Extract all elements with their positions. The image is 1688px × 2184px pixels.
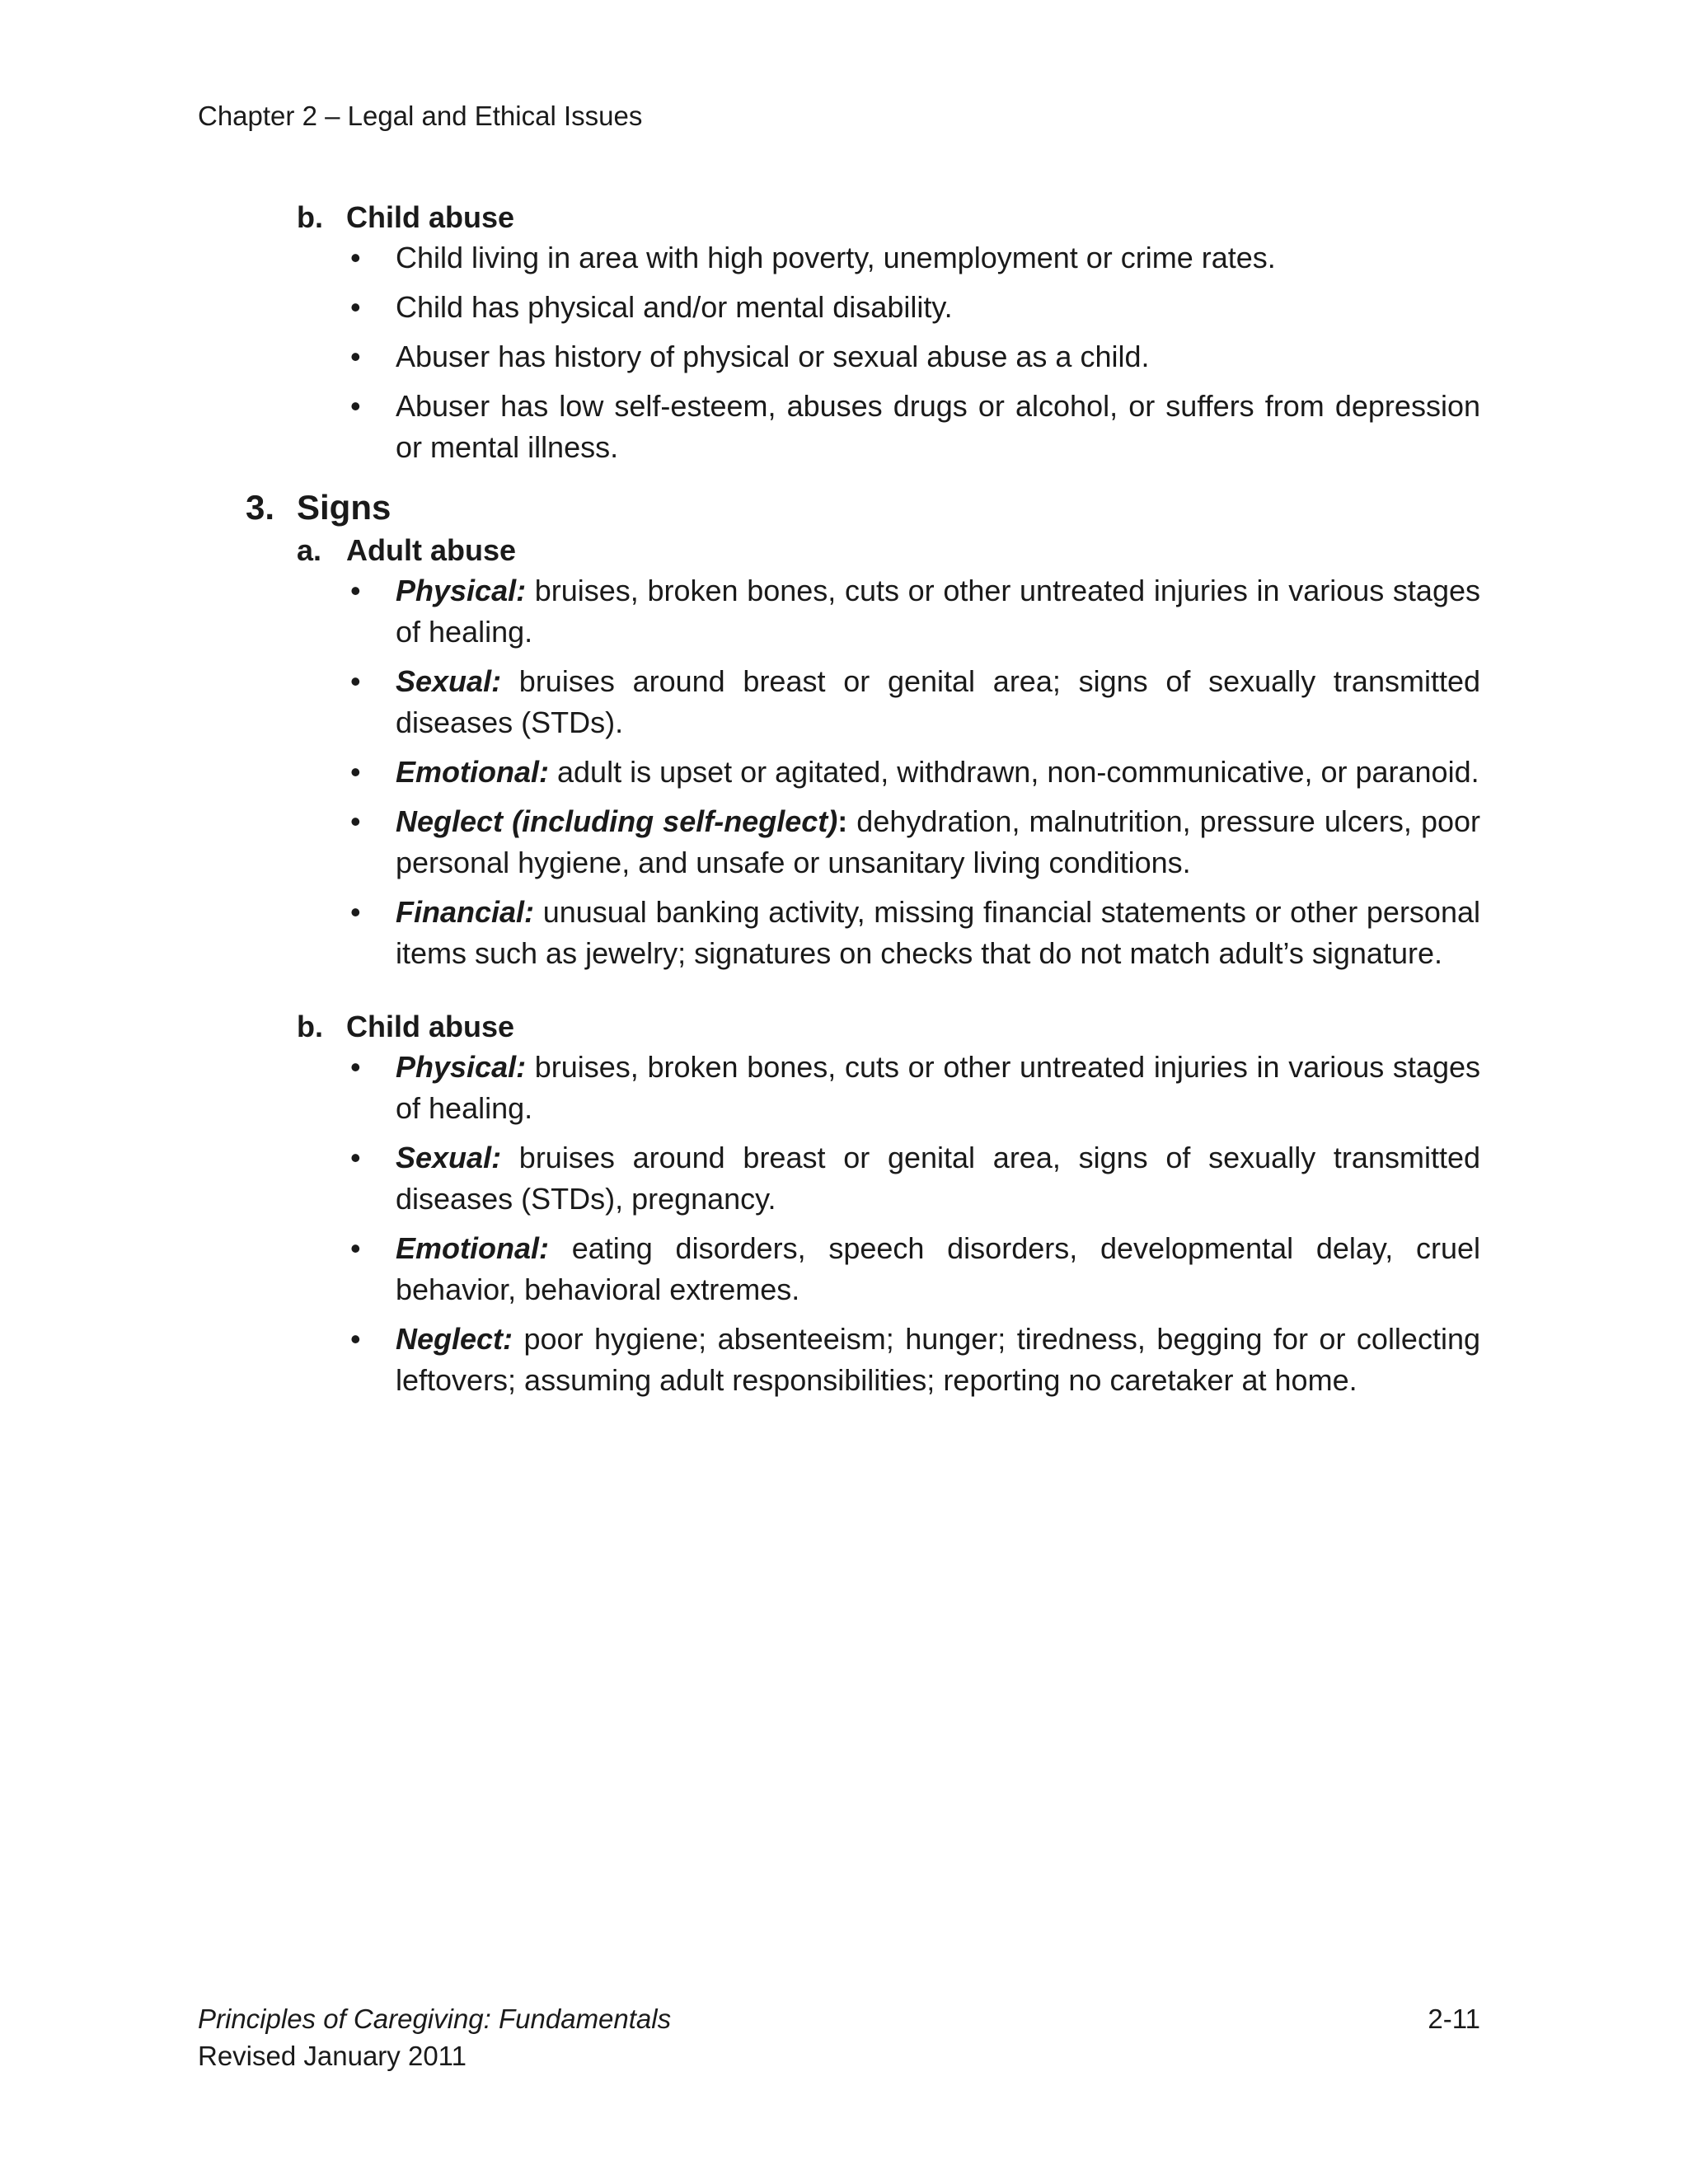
list-item: • Emotional: adult is upset or agitated, withdrawn, non-communicative, or paranoid.	[396, 752, 1480, 793]
list-marker: a.	[297, 533, 322, 567]
bullet-icon: •	[350, 664, 361, 698]
signs-heading	[246, 485, 1688, 531]
list-marker: b.	[297, 1010, 323, 1043]
subsection-title: Adult abuse	[346, 533, 517, 567]
section-title: Signs	[297, 488, 392, 527]
bullet-icon: •	[350, 574, 361, 607]
adult-abuse-heading	[297, 531, 1688, 570]
list-item: • Neglect (including self-neglect): dehydration, malnutrition, pressure ulcers, poor personal hygiene, and unsafe or unsanitary living conditions.	[396, 801, 1480, 883]
bullet-icon: •	[350, 804, 361, 838]
list-item: • Physical: bruises, broken bones, cuts or other untreated injuries in various stages of healing.	[396, 570, 1480, 653]
footer-revised-date: Revised January 2011	[198, 2041, 467, 2071]
risk-child-list	[0, 237, 1688, 468]
list-marker: b.	[297, 200, 323, 234]
list-item: • Emotional: eating disorders, speech disorders, developmental delay, cruel behavior, behavioral extremes.	[396, 1228, 1480, 1310]
footer-book-title: Principles of Caregiving: Fundamentals	[198, 2004, 672, 2034]
list-item: • Abuser has low self-esteem, abuses drugs or alcohol, or suffers from depression or mental illness.	[396, 386, 1480, 468]
bullet-icon: •	[350, 290, 361, 324]
list-item: • Abuser has history of physical or sexual abuse as a child.	[396, 336, 1480, 377]
subsection-title: Child abuse	[346, 1010, 515, 1043]
adult-abuse-list	[0, 570, 1688, 974]
list-item: • Financial: unusual banking activity, missing financial statements or other personal items such as jewelry; signatures on checks that do not match adult’s signature.	[396, 892, 1480, 974]
running-header: Chapter 2 – Legal and Ethical Issues	[198, 101, 643, 131]
bullet-icon: •	[350, 389, 361, 423]
list-item: • Neglect: poor hygiene; absenteeism; hunger; tiredness, begging for or collecting leftovers; assuming adult responsibilities; reporting no caretaker at home.	[396, 1319, 1480, 1401]
bullet-icon: •	[350, 1141, 361, 1174]
bullet-icon: •	[350, 1231, 361, 1265]
list-item: • Sexual: bruises around breast or genital area, signs of sexually transmitted diseases (STDs), pregnancy.	[396, 1137, 1480, 1220]
bullet-icon: •	[350, 895, 361, 929]
risk-child-heading	[297, 198, 1688, 237]
list-item: • Child has physical and/or mental disability.	[396, 287, 1480, 328]
subsection-title: Child abuse	[346, 200, 515, 234]
section-number: 3.	[246, 488, 275, 527]
page-number: 2-11	[1428, 2004, 1480, 2034]
list-item: • Physical: bruises, broken bones, cuts or other untreated injuries in various stages of healing.	[396, 1047, 1480, 1129]
list-item: • Child living in area with high poverty, unemployment or crime rates.	[396, 237, 1480, 279]
child-abuse-heading	[297, 1007, 1688, 1047]
page-content	[0, 198, 1688, 1409]
list-item: • Sexual: bruises around breast or genital area; signs of sexually transmitted diseases (STDs).	[396, 661, 1480, 743]
bullet-icon: •	[350, 1322, 361, 1356]
bullet-icon: •	[350, 241, 361, 274]
bullet-icon: •	[350, 1050, 361, 1084]
bullet-icon: •	[350, 340, 361, 373]
child-abuse-list	[0, 1047, 1688, 1401]
bullet-icon: •	[350, 755, 361, 789]
